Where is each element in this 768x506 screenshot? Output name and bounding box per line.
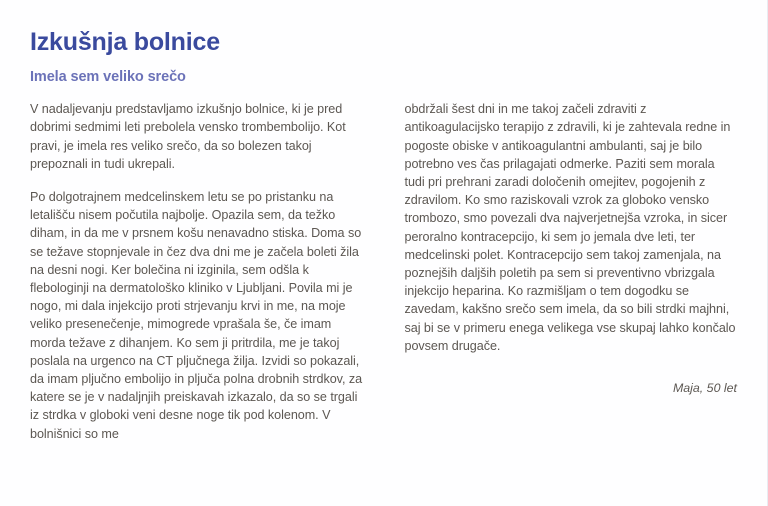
article-subtitle: Imela sem veliko srečo — [30, 68, 186, 85]
paragraph: V nadaljevanju predstavljamo izkušnjo bolnice, ki je pred dobrimi sedmimi leti prebolela vensko trombembolijo. Kot pravi, je imela res veliko srečo, da so bolezen takoj prepoznali in tudi ukrepali. — [30, 102, 346, 171]
left-column — [30, 100, 363, 443]
paragraph: Po dolgotrajnem medcelinskem letu se po pristanku na letališču nisem počutila najbolje. Opazila sem, da težko diham, in da me v prsnem košu nenavadno stiska. Doma so se težave stopnjevale in čez dva dni me je začela boleti žila na desni nogi. Ker bolečina ni izginila, sem odšla k flebologinji na dermatološko kliniko v Ljubljani. Povila mi je nogo, mi dala injekcijo proti strjevanju krvi in me, na moje veliko presenečenje, mimogrede vprašala še, če imam morda težave z dihanjem. Ko sem ji pritrdila, me je takoj poslala na urgenco na CT pljučnega žilja. Izvidi so pokazali, da imam pljučno embolijo in pljuča polna drobnih strdkov, za katere se je v nadaljnjih preiskavah izkazalo, da so se trgali iz strdka v globoki veni desne noge tik pod kolenom. V bolnišnici so me — [30, 189, 363, 441]
article-attribution: Maja, 50 let — [672, 380, 737, 395]
page-title: Izkušnja bolnice — [30, 28, 220, 56]
right-column — [405, 100, 738, 397]
paragraph: obdržali šest dni in me takoj začeli zdraviti z antikoagulacijsko terapijo z zdravili, ki je zahtevala redne in pogoste obiske v antikoagulantni ambulanti, saj je bilo potrebno ves čas prilagajati odmerke. Paziti sem morala tudi pri prehrani zaradi določenih omejitev, pogojenih z zdravilom. Ko smo raziskovali vzrok za globoko vensko trombozo, smo povezali dva najverjetnejša vzroka, in sicer peroralno kontracepcijo, ki sem jo jemala dve leti, ter medcelinski polet. Kontracepcijo sem takoj zamenjala, na poznejših daljših poletih pa sem si preventivno vbrizgala injekcijo heparina. Ko razmišljam o tem dogodku se zavedam, kakšno srečo sem imela, da so bili strdki majhni, saj bi se v primeru enega velikega vse skupaj lahko končalo povsem drugače. — [404, 102, 736, 353]
article-columns — [30, 100, 737, 443]
